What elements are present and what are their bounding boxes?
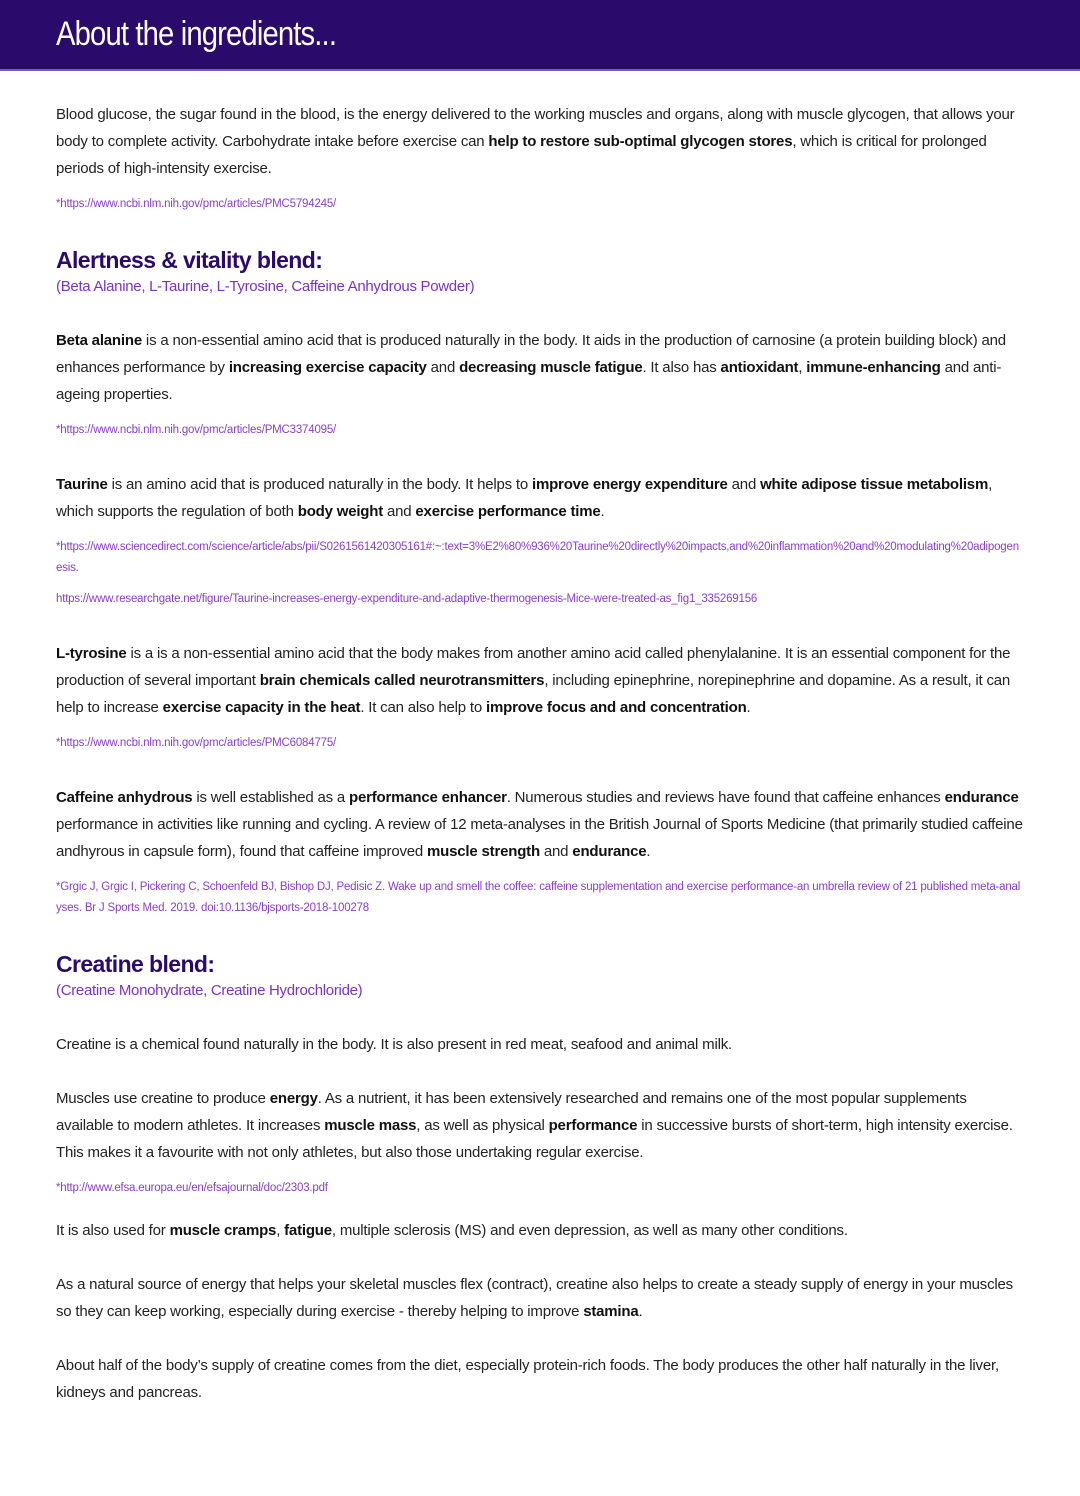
page-title: About the ingredients...: [56, 15, 337, 53]
beta-bold-1: Beta alanine: [56, 332, 142, 349]
taurine-paragraph: [56, 471, 1024, 525]
beta-bold-2: increasing exercise capacity: [228, 359, 427, 376]
caffeine-reference-citation: *Grgic J, Grgic I, Pickering C, Schoenfeld BJ, Bishop DJ, Pedisic Z. Wake up and smell the coffee: caffeine supplementation and exercise performance-an umbrella review of 21 published meta-analyses. Br J Sports Med. 2019. doi:10.1136/bjsports-2018-100278: [56, 881, 1021, 914]
beta-text-4: ,: [798, 359, 807, 376]
creatine-p2-text-3: , as well as physical: [416, 1117, 549, 1134]
creatine-paragraph-1: Creatine is a chemical found naturally in the body. It is also present in red meat, seafood and animal milk.: [56, 1036, 732, 1053]
caffeine-bold-1: Caffeine anhydrous: [56, 789, 193, 806]
tyrosine-text-3: . It can also help to: [360, 699, 486, 716]
creatine-p2-text-4: in successive bursts of short-term, high intensity exercise. This makes it a favourite with not only athletes, but also those undertaking regular exercise.: [56, 1117, 1013, 1161]
tyrosine-paragraph: [56, 640, 1024, 721]
beta-text-2: and: [426, 359, 460, 376]
caffeine-text-1: is well established as a: [192, 789, 349, 806]
tyrosine-bold-4: improve focus and and concentration: [486, 699, 747, 716]
taurine-bold-5: exercise performance time: [415, 503, 601, 520]
tyrosine-text-4: .: [746, 699, 751, 716]
creatine-p2-bold-2: muscle mass: [324, 1117, 417, 1134]
creatine-paragraph-5: About half of the body’s supply of creatine comes from the diet, especially protein-rich foods. The body produces the other half naturally in the liver, kidneys and pancreas.: [56, 1357, 999, 1401]
creatine-p4-text-2: .: [638, 1303, 643, 1320]
intro-reference-link[interactable]: *https://www.ncbi.nlm.nih.gov/pmc/articles/PMC5794245/: [56, 198, 337, 210]
caffeine-paragraph: [56, 784, 1024, 865]
tyrosine-text-1: is a is a non-essential amino acid that the body makes from another amino acid called phenylalanine. It is an essential component for the production of several important: [56, 645, 1011, 689]
creatine-p2-text-1: Muscles use creatine to produce: [56, 1090, 270, 1107]
beta-text-5: and anti-ageing properties.: [56, 359, 1002, 403]
taurine-text-3: , which supports the regulation of both: [56, 476, 993, 520]
creatine-paragraph-3: [56, 1217, 1024, 1244]
caffeine-bold-2: performance enhancer: [349, 789, 507, 806]
caffeine-text-5: .: [646, 843, 651, 860]
creatine-reference-link[interactable]: *http://www.efsa.europa.eu/en/efsajournal/doc/2303.pdf: [56, 1182, 328, 1194]
beta-bold-5: immune-enhancing: [806, 359, 941, 376]
taurine-reference-link-1[interactable]: *https://www.sciencedirect.com/science/article/abs/pii/S0261561420305161#:~:text=3%E2%80%936%20Taurine%20directly%20impacts,and%20inflammation%20and%20modulating%20adipogenesis.: [56, 541, 1019, 574]
creatine-p3-text-1: It is also used for: [56, 1222, 170, 1239]
tyrosine-bold-3: exercise capacity in the heat: [162, 699, 361, 716]
main-content: [0, 101, 1080, 1406]
beta-alanine-reference-link[interactable]: *https://www.ncbi.nlm.nih.gov/pmc/articles/PMC3374095/: [56, 424, 337, 436]
caffeine-bold-5: endurance: [572, 843, 647, 860]
alertness-heading: Alertness & vitality blend:: [56, 247, 323, 273]
creatine-p3-bold-2: fatigue: [284, 1222, 332, 1239]
caffeine-text-4: and: [539, 843, 573, 860]
taurine-text-2: and: [727, 476, 761, 493]
creatine-paragraph-4: [56, 1271, 1024, 1325]
beta-text-3: . It also has: [642, 359, 721, 376]
tyrosine-text-2: , including epinephrine, norepinephrine and dopamine. As a result, it can help to increase: [56, 672, 1011, 716]
creatine-paragraph-2: [56, 1085, 1024, 1166]
intro-paragraph: [56, 101, 1024, 182]
creatine-subheading: (Creatine Monohydrate, Creatine Hydrochloride): [56, 982, 363, 999]
caffeine-bold-3: endurance: [944, 789, 1019, 806]
taurine-bold-1: Taurine: [56, 476, 108, 493]
caffeine-bold-4: muscle strength: [427, 843, 540, 860]
page-header: [0, 0, 1080, 71]
taurine-text-4: and: [383, 503, 416, 520]
creatine-p3-text-2: ,: [276, 1222, 285, 1239]
tyrosine-bold-2: brain chemicals called neurotransmitters: [259, 672, 545, 689]
intro-text-2: , which is critical for prolonged periods of high-intensity exercise.: [56, 133, 987, 177]
intro-text-1: Blood glucose, the sugar found in the blood, is the energy delivered to the working muscles and organs, along with muscle glycogen, that allows your body to complete activity. Carbohydrate intake before exercise can: [56, 106, 1015, 150]
creatine-p4-text-1: As a natural source of energy that helps your skeletal muscles flex (contract), creatine also helps to create a steady supply of energy in your muscles so they can keep working, especially during exercise - thereby helping to improve: [56, 1276, 1013, 1320]
tyrosine-reference-link[interactable]: *https://www.ncbi.nlm.nih.gov/pmc/articles/PMC6084775/: [56, 737, 337, 749]
alertness-subheading: (Beta Alanine, L-Taurine, L-Tyrosine, Caffeine Anhydrous Powder): [56, 278, 475, 295]
beta-bold-4: antioxidant: [720, 359, 799, 376]
creatine-p2-bold-1: energy: [269, 1090, 318, 1107]
creatine-p4-bold-1: stamina: [583, 1303, 639, 1320]
tyrosine-bold-1: L-tyrosine: [56, 645, 127, 662]
beta-bold-3: decreasing muscle fatigue: [459, 359, 643, 376]
creatine-p2-text-2: . As a nutrient, it has been extensively researched and remains one of the most popular supplements available to modern athletes. It increases: [56, 1090, 967, 1134]
intro-bold-1: help to restore sub-optimal glycogen stores: [488, 133, 793, 150]
taurine-text-5: .: [600, 503, 605, 520]
creatine-p2-bold-3: performance: [548, 1117, 638, 1134]
caffeine-text-3: performance in activities like running and cycling. A review of 12 meta-analyses in the British Journal of Sports Medicine (that primarily studied caffeine andhyrous in capsule form), found that caffeine improved: [56, 816, 1023, 860]
taurine-bold-4: body weight: [297, 503, 384, 520]
creatine-p3-text-3: , multiple sclerosis (MS) and even depression, as well as many other conditions.: [331, 1222, 848, 1239]
creatine-heading: Creatine blend:: [56, 951, 215, 977]
beta-alanine-paragraph: [56, 327, 1024, 408]
taurine-reference-link-2[interactable]: https://www.researchgate.net/figure/Taurine-increases-energy-expenditure-and-adaptive-thermogenesis-Mice-were-treated-as_fig1_335269156: [56, 593, 758, 605]
taurine-bold-2: improve energy expenditure: [531, 476, 728, 493]
creatine-p3-bold-1: muscle cramps: [169, 1222, 277, 1239]
taurine-bold-3: white adipose tissue metabolism: [760, 476, 989, 493]
caffeine-text-2: . Numerous studies and reviews have found that caffeine enhances: [506, 789, 945, 806]
beta-text-1: is a non-essential amino acid that is produced naturally in the body. It aids in the production of carnosine (a protein building block) and enhances performance by: [56, 332, 1006, 376]
taurine-text-1: is an amino acid that is produced naturally in the body. It helps to: [107, 476, 532, 493]
